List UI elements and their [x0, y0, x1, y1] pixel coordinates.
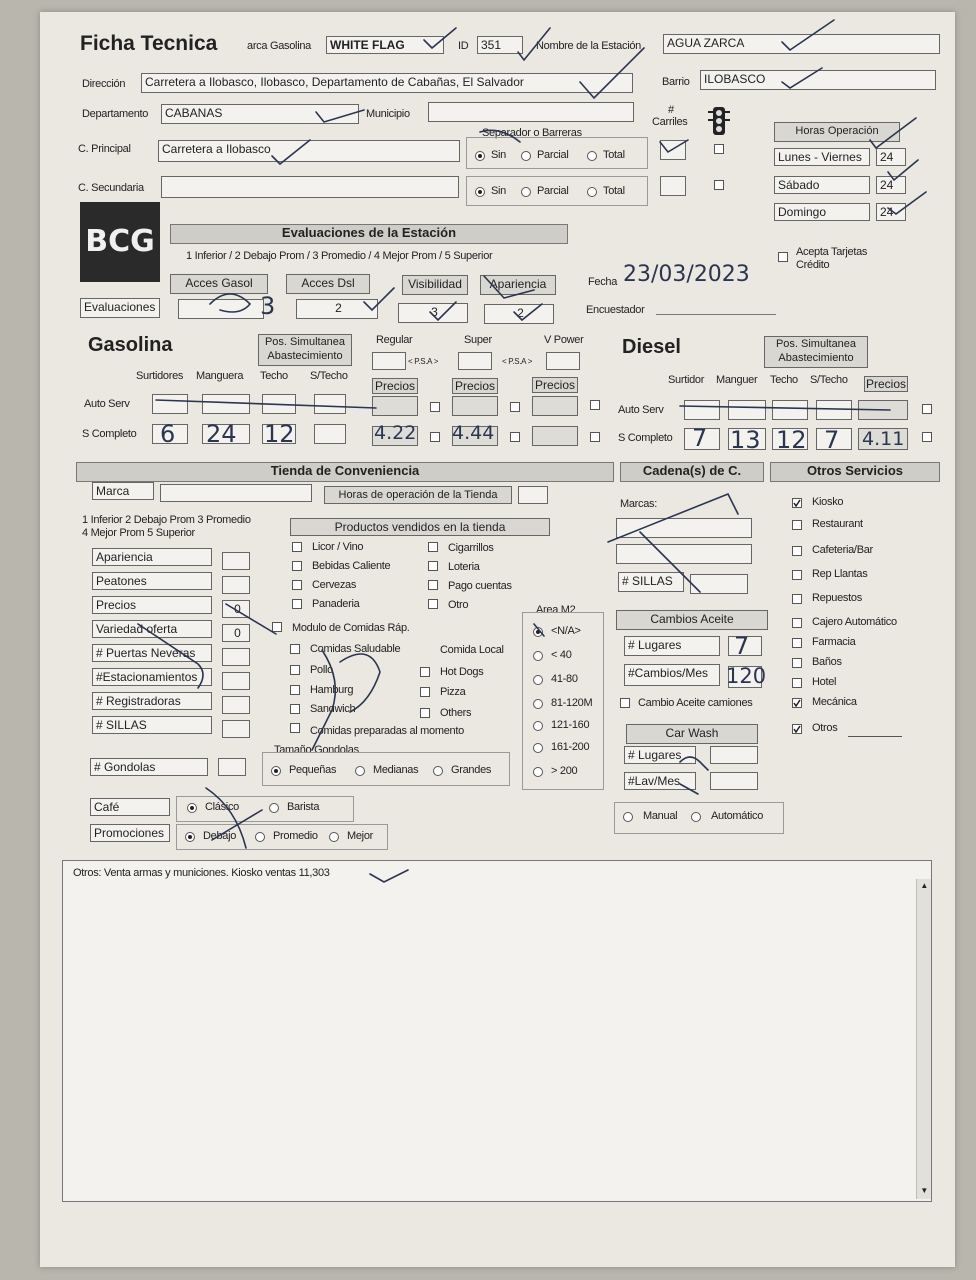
- area-80-radio[interactable]: [533, 675, 543, 685]
- vpower-psa[interactable]: [546, 352, 580, 370]
- rating-label-variedad: Variedad oferta: [92, 620, 212, 638]
- cambios-title: Cambios Aceite: [616, 610, 768, 630]
- separador2-sin: Sin: [491, 185, 506, 197]
- hash-label: #: [668, 104, 674, 116]
- cw-group: [614, 802, 784, 834]
- cafe-barista-radio[interactable]: [269, 803, 279, 813]
- super-psa[interactable]: [458, 352, 492, 370]
- id-label: ID: [458, 40, 469, 52]
- hw-cambios-mes: 120: [726, 664, 767, 688]
- diesel-auto-serv-label: Auto Serv: [618, 404, 664, 416]
- sc-stecho[interactable]: [314, 424, 346, 444]
- evaluaciones-label: Evaluaciones: [80, 298, 160, 318]
- promo-debajo-radio[interactable]: [185, 832, 195, 842]
- hw-acces-gasol: 3: [260, 292, 276, 320]
- comida-pollo: Pollo: [310, 664, 333, 676]
- hw-sc-surtidores: 6: [160, 420, 176, 448]
- comida-chk-preparadas[interactable]: [290, 723, 300, 733]
- cw-lav-field[interactable]: [710, 772, 758, 790]
- separador2-sin-radio[interactable]: [475, 187, 485, 197]
- cw-lav-label: #Lav/Mes: [624, 772, 696, 790]
- diesel-col-surtidor: Surtidor: [668, 374, 705, 386]
- otros-check-1[interactable]: [792, 520, 802, 530]
- otros-title: Otros Servicios: [770, 462, 940, 482]
- marca-field[interactable]: WHITE FLAG: [326, 36, 444, 54]
- rating-label-apariencia: Apariencia: [92, 548, 212, 566]
- camiones-label: Cambio Aceite camiones: [638, 697, 753, 709]
- separador1-sin-radio[interactable]: [475, 151, 485, 161]
- precios-regular: Precios: [372, 378, 418, 394]
- separador-group-2: [466, 176, 648, 206]
- separador2-parcial-radio[interactable]: [521, 187, 531, 197]
- diesel-col-precios: Precios: [865, 377, 906, 391]
- col-techo: Techo: [260, 370, 288, 382]
- d-as-precio[interactable]: [858, 400, 908, 420]
- as-techo[interactable]: [262, 394, 296, 414]
- cadena-title: Cadena(s) de C.: [620, 462, 764, 482]
- tienda-horas-label: Horas de operación de la Tienda: [324, 486, 512, 504]
- tarjetas-label: Acepta Tarjetas Crédito: [796, 246, 868, 271]
- tamano-title: Tamaño Gondolas: [274, 744, 359, 756]
- prod-chk-cervezas[interactable]: [292, 580, 302, 590]
- area-120-radio[interactable]: [533, 699, 543, 709]
- gasolina-pos-sim: Pos. Simultanea Abastecimiento: [258, 334, 352, 366]
- comida-chk-pizza[interactable]: [420, 687, 430, 697]
- comida-local: Comida Local: [440, 644, 504, 656]
- form-sheet: [40, 12, 955, 1267]
- col-visibilidad: Visibilidad: [402, 275, 468, 295]
- otros-check-9[interactable]: [792, 698, 802, 708]
- prod-chk-licor[interactable]: [292, 542, 302, 552]
- comida-chk-hamburg[interactable]: [290, 685, 300, 695]
- separador1-parcial-radio[interactable]: [521, 151, 531, 161]
- col-apariencia: Apariencia: [480, 275, 556, 295]
- as-chk-super[interactable]: [510, 402, 520, 412]
- hw-cambios-lugares: 7: [734, 632, 750, 660]
- rating-label-peatones: Peatones: [92, 572, 212, 590]
- promo-promedio-radio[interactable]: [255, 832, 265, 842]
- departamento-field[interactable]: CABANAS: [161, 104, 359, 124]
- separador1-total: Total: [603, 149, 625, 161]
- promo-mejor-radio[interactable]: [329, 832, 339, 842]
- horas-dom-field[interactable]: 24: [876, 203, 906, 221]
- area-40: < 40: [551, 649, 572, 661]
- otros-blank-line: [848, 736, 902, 737]
- tienda-marca-field[interactable]: [160, 484, 312, 502]
- col-acces-dsl: Acces Dsl: [286, 274, 370, 294]
- fecha-value: 23/03/2023: [623, 262, 750, 287]
- bcg-logo: BCG: [80, 202, 160, 282]
- hw-sc-manguera: 24: [206, 420, 237, 448]
- otros-check-8[interactable]: [792, 678, 802, 688]
- comida-chk-hotdogs[interactable]: [420, 667, 430, 677]
- notas-text: Otros: Venta armas y municiones. Kiosko ventas 11,303: [73, 867, 330, 879]
- prod-otro: Otro: [448, 599, 469, 611]
- nombre-field[interactable]: AGUA ZARCA: [663, 34, 940, 54]
- sc-chk-vpower[interactable]: [590, 432, 600, 442]
- modulo-label: Modulo de Comidas Ráp.: [292, 622, 410, 634]
- tamano-pequenas-radio[interactable]: [271, 766, 281, 776]
- comida-saludable: Comidas Saludable: [310, 643, 401, 655]
- tamano-medianas-radio[interactable]: [355, 766, 365, 776]
- otros-check-0[interactable]: [792, 498, 802, 508]
- rating-label-sillas: # SILLAS: [92, 716, 212, 734]
- diesel-col-manguer: Manguer: [716, 374, 758, 386]
- csecundaria-label: C. Secundaria: [78, 182, 144, 194]
- prod-chk-bebidas[interactable]: [292, 561, 302, 571]
- otros-check-5[interactable]: [792, 618, 802, 628]
- area-na: <N/A>: [551, 625, 581, 637]
- separador1-total-radio[interactable]: [587, 151, 597, 161]
- area-200-radio[interactable]: [533, 743, 543, 753]
- comida-chk-pollo[interactable]: [290, 665, 300, 675]
- sc-chk-super[interactable]: [510, 432, 520, 442]
- productos-title: Productos vendidos en la tienda: [290, 518, 550, 536]
- area-120: 81-120M: [551, 697, 593, 709]
- notas-scrollbar[interactable]: [916, 879, 931, 1199]
- rating-field-puertas[interactable]: [222, 648, 250, 666]
- promo-mejor: Mejor: [347, 830, 374, 842]
- vpower-label: V Power: [544, 334, 584, 346]
- as-surtidores[interactable]: [152, 394, 188, 414]
- comida-chk-sandwich[interactable]: [290, 704, 300, 714]
- otros-item-10: Otros: [812, 722, 838, 734]
- auto-serv-label: Auto Serv: [84, 398, 130, 410]
- prod-bebidas: Bebidas Caliente: [312, 560, 391, 572]
- traffic-light-icon: [708, 106, 730, 136]
- otros-item-3: Rep Llantas: [812, 568, 868, 580]
- hw-sc-precio-regular: 4.22: [374, 422, 417, 444]
- otros-item-0: Kiosko: [812, 496, 844, 508]
- as-precio-regular[interactable]: [372, 396, 418, 416]
- otros-check-10[interactable]: [792, 724, 802, 734]
- otros-item-7: Baños: [812, 656, 842, 668]
- horas-title: Horas Operación: [774, 122, 900, 142]
- col-manguera: Manguera: [196, 370, 244, 382]
- area-na-radio[interactable]: [533, 627, 543, 637]
- col-stecho: S/Techo: [310, 370, 348, 382]
- cadena-marcas-field-1[interactable]: [616, 518, 752, 538]
- separador1-parcial: Parcial: [537, 149, 569, 161]
- acces-gasol-field[interactable]: [178, 299, 264, 319]
- carriles-check-1[interactable]: [714, 144, 724, 154]
- as-stecho[interactable]: [314, 394, 346, 414]
- encuestador-field[interactable]: [656, 314, 776, 315]
- hw-sc-techo: 12: [264, 420, 295, 448]
- marca-label: arca Gasolina: [247, 40, 311, 52]
- otros-check-2[interactable]: [792, 546, 802, 556]
- s-completo-label: S Completo: [82, 428, 137, 440]
- cafe-label: Café: [90, 798, 170, 816]
- prod-loteria: Loteria: [448, 561, 480, 573]
- as-chk-regular[interactable]: [430, 402, 440, 412]
- as-precio-vpower[interactable]: [532, 396, 578, 416]
- prod-pago: Pago cuentas: [448, 580, 512, 592]
- precios-super: Precios: [452, 378, 498, 394]
- comida-sandwich: Sandwich: [310, 703, 356, 715]
- tamano-grandes-radio[interactable]: [433, 766, 443, 776]
- area-160: 121-160: [551, 719, 590, 731]
- area-200plus: > 200: [551, 765, 578, 777]
- sc-precio-vpower[interactable]: [532, 426, 578, 446]
- prod-licor: Licor / Vino: [312, 541, 364, 553]
- rating-label-registradoras: # Registradoras: [92, 692, 212, 710]
- cw-lugares-label: # Lugares: [624, 746, 696, 764]
- regular-psa[interactable]: [372, 352, 406, 370]
- horas-lv-field[interactable]: 24: [876, 148, 906, 166]
- d-as-manguer[interactable]: [728, 400, 766, 420]
- carriles-label: Carriles: [652, 116, 688, 128]
- rating-label-estacionamientos: #Estacionamientos: [92, 668, 212, 686]
- prod-chk-panaderia[interactable]: [292, 599, 302, 609]
- promo-label: Promociones: [90, 824, 170, 842]
- separador1-sin: Sin: [491, 149, 506, 161]
- area-200: 161-200: [551, 741, 590, 753]
- hw-d-sc-manguer: 13: [730, 426, 761, 454]
- hw-d-sc-precio: 4.11: [862, 428, 905, 450]
- diesel-pos-sim: Pos. Simultanea Abastecimiento: [764, 336, 868, 368]
- cw-lugares-field[interactable]: [710, 746, 758, 764]
- cadena-sillas-field[interactable]: [690, 574, 748, 594]
- prod-cervezas: Cervezas: [312, 579, 357, 591]
- otros-list: [790, 496, 950, 746]
- cambios-lugares-label: # Lugares: [624, 636, 720, 656]
- rating-field-estacionamientos[interactable]: [222, 672, 250, 690]
- as-precio-super[interactable]: [452, 396, 498, 416]
- acces-dsl-field[interactable]: 2: [296, 299, 378, 319]
- comida-others: Others: [440, 707, 472, 719]
- otros-item-9: Mecánica: [812, 696, 857, 708]
- id-field[interactable]: 351: [477, 36, 523, 54]
- tienda-marca-label: Marca: [92, 482, 154, 500]
- area-160-radio[interactable]: [533, 721, 543, 731]
- fecha-label: Fecha: [588, 276, 618, 288]
- prod-chk-pago[interactable]: [428, 580, 438, 590]
- cambios-mes-label: #Cambios/Mes: [624, 664, 720, 686]
- rating-field-registradoras[interactable]: [222, 696, 250, 714]
- gondolas-field[interactable]: [218, 758, 246, 776]
- otros-check-3[interactable]: [792, 570, 802, 580]
- sc-chk-regular[interactable]: [430, 432, 440, 442]
- as-chk-vpower[interactable]: [590, 400, 600, 410]
- prod-chk-otro[interactable]: [428, 599, 438, 609]
- horas-sab-label: Sábado: [774, 176, 870, 194]
- cadena-sillas-label: # SILLAS: [618, 572, 684, 592]
- nombre-label: Nombre de la Estación: [536, 40, 641, 52]
- scroll-up-icon[interactable]: ▲: [920, 881, 928, 890]
- precios-vpower: Precios: [532, 377, 578, 393]
- horas-dom-label: Domingo: [774, 203, 870, 221]
- departamento-label: Departamento: [82, 108, 149, 120]
- hw-d-sc-stecho: 7: [824, 426, 840, 454]
- d-sc-chk[interactable]: [922, 432, 932, 442]
- direccion-field[interactable]: Carretera a Ilobasco, Ilobasco, Departamento de Cabañas, El Salvador: [141, 73, 633, 93]
- psa-arrow-1: < P.S.A >: [408, 357, 439, 366]
- rating-field-apariencia[interactable]: [222, 552, 250, 570]
- area-200plus-radio[interactable]: [533, 767, 543, 777]
- comida-chk-others[interactable]: [420, 708, 430, 718]
- otros-item-4: Repuestos: [812, 592, 862, 604]
- comida-hotdogs: Hot Dogs: [440, 666, 484, 678]
- barrio-label: Barrio: [662, 76, 690, 88]
- tamano-pequenas: Pequeñas: [289, 764, 337, 776]
- rating-field-variedad[interactable]: 0: [222, 624, 250, 642]
- csecundaria-field[interactable]: [161, 176, 459, 198]
- tienda-title: Tienda de Conveniencia: [76, 462, 614, 482]
- rating-label-precios: Precios: [92, 596, 212, 614]
- separador-group-1: [466, 137, 648, 169]
- tienda-scale-2: 4 Mejor Prom 5 Superior: [82, 527, 195, 539]
- comida-preparadas: Comidas preparadas al momento: [310, 725, 464, 737]
- separador2-total-radio[interactable]: [587, 187, 597, 197]
- promo-debajo: Debajo: [203, 830, 237, 842]
- page-title: Ficha Tecnica: [80, 32, 218, 55]
- carriles-field-2[interactable]: [660, 176, 686, 196]
- hw-d-sc-surtidor: 7: [692, 424, 708, 452]
- tarjetas-check[interactable]: [778, 252, 788, 262]
- separador-title: Separador o Barreras: [482, 127, 582, 139]
- barrio-field[interactable]: ILOBASCO: [700, 70, 936, 90]
- otros-check-6[interactable]: [792, 638, 802, 648]
- rating-field-precios[interactable]: 0: [222, 600, 250, 618]
- otros-item-6: Farmacia: [812, 636, 856, 648]
- municipio-label: Municipio: [366, 108, 410, 120]
- comida-hamburg: Hamburg: [310, 684, 354, 696]
- horas-lv-label: Lunes - Viernes: [774, 148, 870, 166]
- tienda-scale-1: 1 Inferior 2 Debajo Prom 3 Promedio: [82, 514, 251, 526]
- cprincipal-label: C. Principal: [78, 143, 131, 155]
- ratings-list: [92, 548, 262, 738]
- apariencia-field[interactable]: 2: [484, 304, 554, 324]
- super-label: Super: [464, 334, 492, 346]
- tamano-grandes: Grandes: [451, 764, 492, 776]
- cafe-clasico-radio[interactable]: [187, 803, 197, 813]
- prod-panaderia: Panaderia: [312, 598, 360, 610]
- promo-promedio: Promedio: [273, 830, 318, 842]
- notas-textarea[interactable]: [62, 860, 932, 1202]
- otros-item-2: Cafeteria/Bar: [812, 544, 873, 556]
- separador2-parcial: Parcial: [537, 185, 569, 197]
- col-surtidores: Surtidores: [136, 370, 184, 382]
- modulo-chk[interactable]: [272, 622, 282, 632]
- cadena-marcas-label: Marcas:: [620, 498, 658, 510]
- cprincipal-field[interactable]: Carretera a Ilobasco: [158, 140, 460, 162]
- rating-label-puertas: # Puertas Neveras: [92, 644, 212, 662]
- otros-item-1: Restaurant: [812, 518, 863, 530]
- carriles-field-1[interactable]: [660, 140, 686, 160]
- cw-manual: Manual: [643, 810, 678, 822]
- rating-field-peatones[interactable]: [222, 576, 250, 594]
- prod-chk-loteria[interactable]: [428, 561, 438, 571]
- area-80: 41-80: [551, 673, 578, 685]
- cafe-clasico: Clásico: [205, 801, 239, 813]
- evaluaciones-title: Evaluaciones de la Estación: [170, 224, 568, 244]
- otros-check-4[interactable]: [792, 594, 802, 604]
- tamano-group: [262, 752, 510, 786]
- regular-label: Regular: [376, 334, 413, 346]
- encuestador-label: Encuestador: [586, 304, 645, 316]
- scroll-down-icon[interactable]: ▼: [920, 1186, 928, 1195]
- hw-sc-precio-super: 4.44: [452, 422, 495, 444]
- diesel-title: Diesel: [622, 336, 681, 358]
- cafe-barista: Barista: [287, 801, 320, 813]
- cw-auto: Automático: [711, 810, 764, 822]
- separador2-total: Total: [603, 185, 625, 197]
- d-as-chk[interactable]: [922, 404, 932, 414]
- horas-sab-field[interactable]: 24: [876, 176, 906, 194]
- area-group: [522, 612, 604, 790]
- prod-cigarrillos: Cigarrillos: [448, 542, 494, 554]
- hw-d-sc-techo: 12: [776, 426, 807, 454]
- visibilidad-field[interactable]: 3: [398, 303, 468, 323]
- otros-item-5: Cajero Automático: [812, 616, 897, 628]
- gondolas-label: # Gondolas: [90, 758, 208, 776]
- municipio-field[interactable]: [428, 102, 634, 122]
- gasolina-title: Gasolina: [88, 334, 173, 356]
- cafe-group: [176, 796, 354, 822]
- d-as-surtidor[interactable]: [684, 400, 720, 420]
- prod-chk-cigarrillos[interactable]: [428, 542, 438, 552]
- diesel-col-stecho: S/Techo: [810, 374, 848, 386]
- comida-chk-saludable[interactable]: [290, 644, 300, 654]
- d-as-stecho[interactable]: [816, 400, 852, 420]
- cw-manual-radio[interactable]: [623, 812, 633, 822]
- otros-item-8: Hotel: [812, 676, 837, 688]
- tienda-horas-field[interactable]: [518, 486, 548, 504]
- promo-group: [176, 824, 388, 850]
- area-40-radio[interactable]: [533, 651, 543, 661]
- psa-arrow-2: < P.S.A >: [502, 357, 533, 366]
- otros-check-7[interactable]: [792, 658, 802, 668]
- d-as-techo[interactable]: [772, 400, 808, 420]
- direccion-label: Dirección: [82, 78, 126, 90]
- carriles-check-2[interactable]: [714, 180, 724, 190]
- carwash-title: Car Wash: [626, 724, 758, 744]
- camiones-chk[interactable]: [620, 698, 630, 708]
- cw-auto-radio[interactable]: [691, 812, 701, 822]
- comida-pizza: Pizza: [440, 686, 466, 698]
- diesel-s-completo-label: S Completo: [618, 432, 673, 444]
- rating-field-sillas[interactable]: [222, 720, 250, 738]
- area-title: Area M2: [536, 604, 576, 616]
- tamano-medianas: Medianas: [373, 764, 419, 776]
- diesel-col-techo: Techo: [770, 374, 798, 386]
- col-acces-gasol: Acces Gasol: [170, 274, 268, 294]
- cadena-marcas-field-2[interactable]: [616, 544, 752, 564]
- evaluaciones-scale: 1 Inferior / 2 Debajo Prom / 3 Promedio / 4 Mejor Prom / 5 Superior: [186, 250, 493, 262]
- as-manguera[interactable]: [202, 394, 250, 414]
